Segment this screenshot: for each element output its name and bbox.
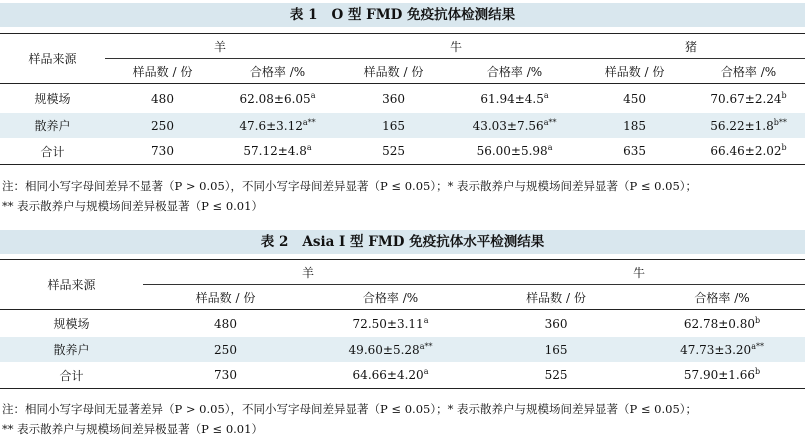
cell-rate: 64.66±4.20$^a$ xyxy=(308,362,473,389)
table1 xyxy=(0,33,805,165)
table2-note-line1: 注：相同小写字母间无显著差异（P > 0.05），不同小写字母间差异显著（P ≤ 0.05）；* 表示散养户与规模场间差异显著（P ≤ 0.05）； xyxy=(2,402,698,416)
table1-caption xyxy=(0,3,805,27)
row-source: 散养户 xyxy=(0,113,105,138)
cell-count: 480 xyxy=(151,91,174,106)
table2-group-cattle: 牛 xyxy=(473,260,805,285)
cell-count: 250 xyxy=(105,113,220,138)
table2-group-sheep: 羊 xyxy=(143,260,473,285)
table1-label: 表 1 xyxy=(289,7,318,23)
cell-count: 525 xyxy=(335,138,452,165)
row-source: 合计 xyxy=(0,362,143,389)
cell-rate: $56.22\pm 1.8^{b**}$ xyxy=(692,113,805,138)
table2-caption xyxy=(0,230,805,254)
table-row xyxy=(0,337,805,362)
table1-col-count: 样品数 / 份 xyxy=(105,59,220,84)
cell-count: 185 xyxy=(577,113,692,138)
table1-col-rate: 合格率 /% xyxy=(452,59,577,84)
cell-rate: 72.50±3.11$^a$ xyxy=(352,315,429,331)
cell-count: 165 xyxy=(473,337,639,362)
row-source: 合计 xyxy=(0,138,105,165)
table1-col-count: 样品数 / 份 xyxy=(335,59,452,84)
row-source: 规模场 xyxy=(53,317,90,331)
table1-col-count: 样品数 / 份 xyxy=(577,59,692,84)
cell-rate: 62.78±0.80$^b$ xyxy=(683,315,761,331)
cell-rate: 57.12±4.8$^a$ xyxy=(220,138,335,165)
row-source: 散养户 xyxy=(0,337,143,362)
cell-count: 250 xyxy=(143,337,308,362)
cell-rate: 70.67±2.24$^b$ xyxy=(710,90,787,106)
cell-rate: 57.90±1.66$^b$ xyxy=(639,362,805,389)
table2-col-rate: 合格率 /% xyxy=(639,285,805,310)
cell-rate: 66.46±2.02$^b$ xyxy=(692,138,805,165)
cell-rate: $47.6\pm 3.12^{a**}$ xyxy=(220,113,335,138)
table-row xyxy=(0,113,805,138)
table-row xyxy=(0,362,805,389)
table2-col-count: 样品数 / 份 xyxy=(473,285,639,310)
table1-title: O 型 FMD 免疫抗体检测结果 xyxy=(331,7,516,23)
cell-count: 450 xyxy=(623,91,646,106)
table2-col-count: 样品数 / 份 xyxy=(143,285,308,310)
table1-col-rate: 合格率 /% xyxy=(692,59,805,84)
cell-rate: 61.94±4.5$^a$ xyxy=(480,90,549,106)
table1-group-sheep: 羊 xyxy=(105,34,335,59)
table1-note-line2: ** 表示散养户与规模场间差异极显著（P ≤ 0.01） xyxy=(2,199,263,213)
cell-count: 635 xyxy=(577,138,692,165)
cell-count: 360 xyxy=(544,316,568,331)
table-row xyxy=(0,84,805,114)
table-row xyxy=(0,310,805,338)
row-source: 规模场 xyxy=(34,92,71,106)
table2 xyxy=(0,259,805,389)
table1-group-pig: 猪 xyxy=(577,34,805,59)
cell-rate: $43.03\pm 7.56^{a**}$ xyxy=(452,113,577,138)
cell-count: 730 xyxy=(143,362,308,389)
cell-rate: 56.00±5.98$^a$ xyxy=(452,138,577,165)
cell-count: 360 xyxy=(382,91,405,106)
cell-rate: 62.08±6.05$^a$ xyxy=(239,90,316,106)
table-row xyxy=(0,138,805,165)
table2-label: 表 2 xyxy=(260,234,289,250)
table2-title: Asia I 型 FMD 免疫抗体水平检测结果 xyxy=(302,234,545,250)
table1-row-header: 样品来源 xyxy=(0,34,105,84)
cell-rate: $49.60\pm 5.28^{a**}$ xyxy=(308,337,473,362)
cell-count: 730 xyxy=(105,138,220,165)
table2-note-line2: ** 表示散养户与规模场间差异极显著（P ≤ 0.01） xyxy=(2,422,263,436)
table1-note-line1: 注：相同小写字母间差异不显著（P > 0.05），不同小写字母间差异显著（P ≤ 0.05）；* 表示散养户与规模场间差异显著（P ≤ 0.05）； xyxy=(2,179,698,193)
cell-count: 480 xyxy=(214,316,237,331)
table2-row-header: 样品来源 xyxy=(0,260,143,310)
table1-group-cattle: 牛 xyxy=(335,34,577,59)
cell-count: 165 xyxy=(335,113,452,138)
table1-col-rate: 合格率 /% xyxy=(220,59,335,84)
cell-rate: $47.73\pm 3.20^{a**}$ xyxy=(639,337,805,362)
cell-count: 525 xyxy=(473,362,639,389)
table2-col-rate: 合格率 /% xyxy=(308,285,473,310)
